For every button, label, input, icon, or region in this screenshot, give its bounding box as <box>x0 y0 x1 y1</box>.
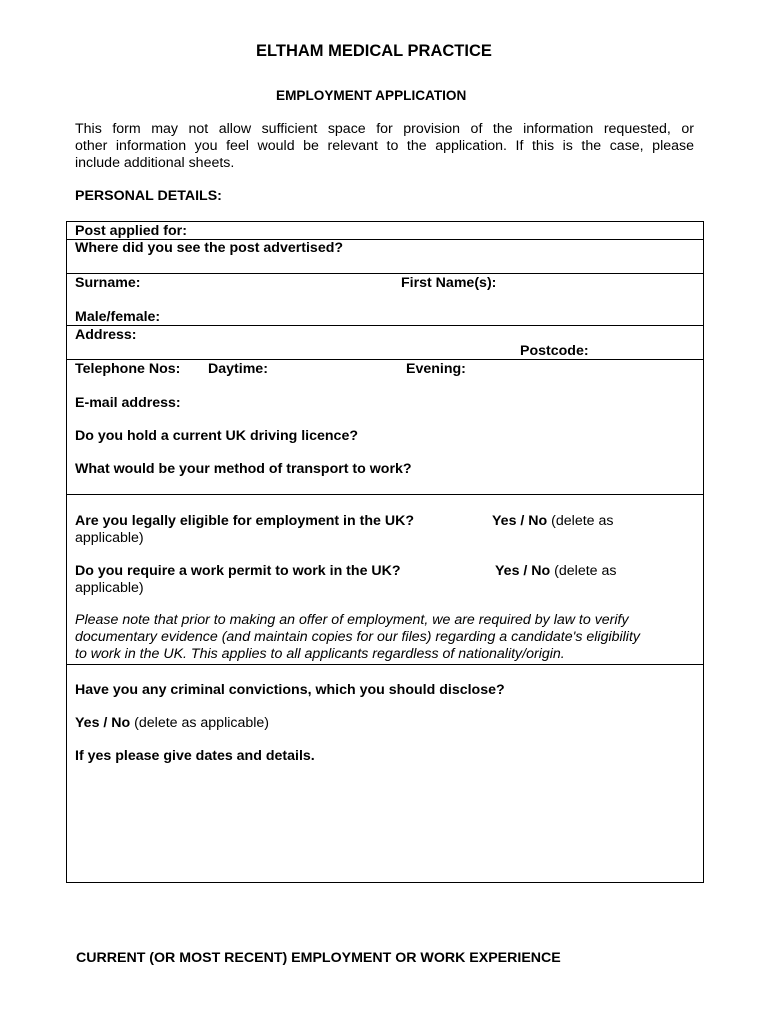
telephone-label: Telephone Nos: <box>75 361 181 377</box>
eligibility-question: Are you legally eligible for employment in the UK? <box>75 513 414 529</box>
note-line: documentary evidence (and maintain copies for our files) regarding a candidate's eligibility <box>75 629 640 645</box>
post-applied-label: Post applied for: <box>75 223 187 239</box>
convictions-delete-note: (delete as applicable) <box>134 715 270 731</box>
personal-details-heading: PERSONAL DETAILS: <box>75 188 222 204</box>
row-divider <box>66 273 704 274</box>
evening-label: Evening: <box>406 361 466 377</box>
eligibility-yes-no: Yes / No <box>492 513 548 529</box>
eligibility-note <box>75 612 695 663</box>
sex-label: Male/female: <box>75 309 161 325</box>
email-label: E-mail address: <box>75 395 181 411</box>
intro-line: include additional sheets. <box>75 155 235 171</box>
convictions-details-label: If yes please give dates and details. <box>75 748 315 764</box>
first-names-label: First Name(s): <box>401 275 497 291</box>
form-right-border <box>703 221 704 883</box>
row-divider <box>66 494 704 495</box>
employment-section-heading: CURRENT (OR MOST RECENT) EMPLOYMENT OR WORK EXPERIENCE <box>76 950 561 966</box>
work-permit-question: Do you require a work permit to work in the UK? <box>75 563 401 579</box>
row-divider <box>66 325 704 326</box>
row-divider <box>66 882 704 883</box>
row-divider <box>66 221 704 222</box>
row-divider <box>66 664 704 665</box>
intro-line: other information you feel would be relevant to the application. If this is the case, please <box>75 138 694 154</box>
work-permit-delete-note: (delete as <box>554 563 617 579</box>
note-line: Please note that prior to making an offer of employment, we are required by law to verify <box>75 612 629 628</box>
transport-question: What would be your method of transport to work? <box>75 461 412 477</box>
eligibility-answer <box>492 513 613 530</box>
practice-name: ELTHAM MEDICAL PRACTICE <box>256 42 492 60</box>
intro-paragraph <box>75 121 694 172</box>
address-label: Address: <box>75 327 137 343</box>
driving-licence-question: Do you hold a current UK driving licence? <box>75 428 359 444</box>
work-permit-answer <box>495 563 616 580</box>
eligibility-applicable: applicable) <box>75 530 144 546</box>
post-advertised-label: Where did you see the post advertised? <box>75 240 344 256</box>
postcode-label: Postcode: <box>520 343 589 359</box>
eligibility-delete-note: (delete as <box>551 513 614 529</box>
intro-line: This form may not allow sufficient space for provision of the information requested, or <box>75 121 694 137</box>
surname-label: Surname: <box>75 275 141 291</box>
daytime-label: Daytime: <box>208 361 268 377</box>
row-divider <box>66 359 704 360</box>
form-title: EMPLOYMENT APPLICATION <box>276 88 467 103</box>
convictions-answer <box>75 715 269 732</box>
convictions-question: Have you any criminal convictions, which you should disclose? <box>75 682 505 698</box>
work-permit-applicable: applicable) <box>75 580 144 596</box>
work-permit-yes-no: Yes / No <box>495 563 551 579</box>
note-line: to work in the UK. This applies to all applicants regardless of nationality/origin. <box>75 646 565 662</box>
convictions-yes-no: Yes / No <box>75 715 131 731</box>
form-left-border <box>66 221 67 883</box>
